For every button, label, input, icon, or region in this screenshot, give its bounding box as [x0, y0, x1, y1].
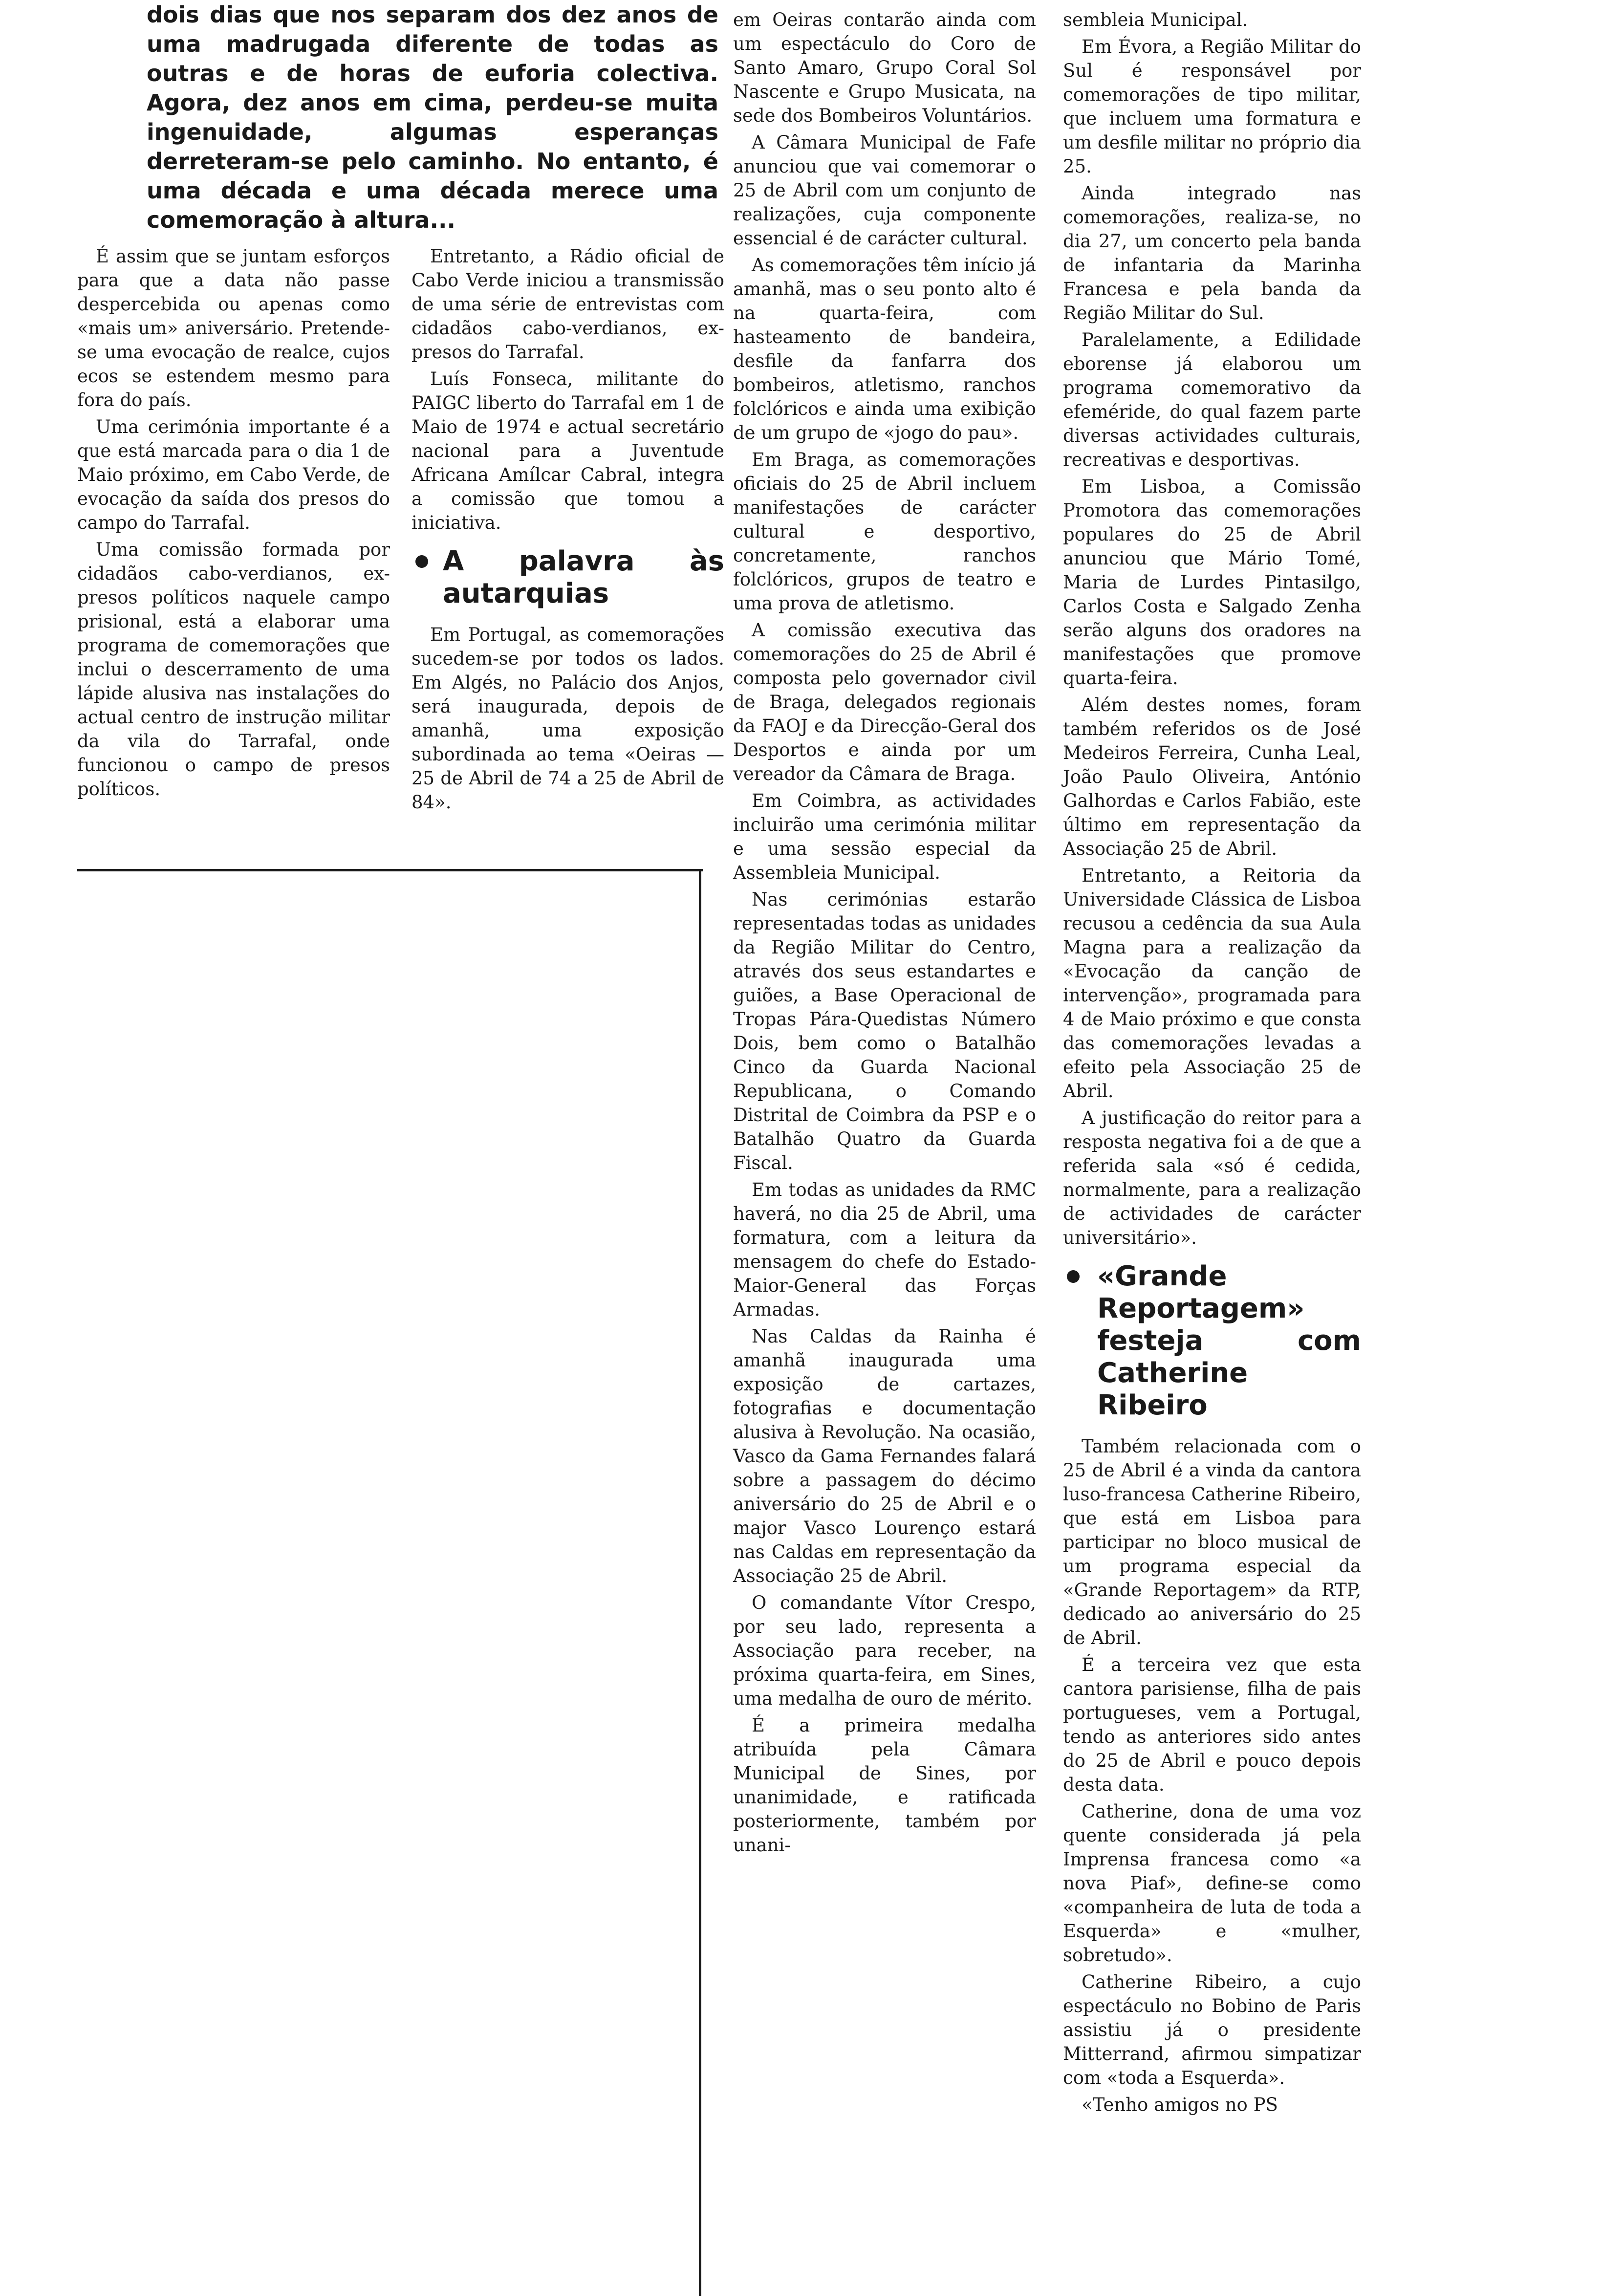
- lead-paragraph: dois dias que nos separam dos dez anos de uma madrugada diferente de todas as outras e de horas de euforia colectiva. Agora, dez anos em cima, perdeu-se muita ingenuidade, algumas esperanças derreteram-se pelo caminho. No entanto, é uma década e uma década merece uma comemoração à altura...: [147, 1, 718, 233]
- paragraph: Ainda integrado nas comemorações, realiza-se, no dia 27, um concerto pela banda de infantaria da Marinha Francesa e pela banda da Região Militar do Sul.: [1063, 183, 1361, 324]
- paragraph: É a terceira vez que esta cantora parisiense, filha de pais portugueses, vem a Portugal, tendo as anteriores sido antes do 25 de Abril e pouco depois desta data.: [1063, 1654, 1361, 1795]
- paragraph: Em todas as unidades da RMC haverá, no dia 25 de Abril, uma formatura, com a leitura da mensagem do chefe do Estado-Maior-General das Forças Armadas.: [733, 1179, 1036, 1320]
- paragraph: Nas Caldas da Rainha é amanhã inaugurada uma exposição de cartazes, fotografias e documentação alusiva à Revolução. Na ocasião, Vasco da Gama Fernandes falará sobre a passagem do décimo aniversário do 25 de Abril e o major Vasco Lourenço estará nas Caldas em representação da Associação 25 de Abril.: [733, 1326, 1036, 1586]
- subheading-text: «Grande Reportagem» festeja com Catherine Ribeiro: [1097, 1260, 1361, 1421]
- subheading-catherine-ribeiro: [1063, 1260, 1361, 1422]
- paragraph: Também relacionada com o 25 de Abril é a vinda da cantora luso-francesa Catherine Ribeiro, que está em Lisboa para participar no bloco musical de um programa especial da «Grande Reportagem» da RTP, dedicado ao aniversário do 25 de Abril.: [1063, 1436, 1361, 1648]
- bullet-icon: [1067, 1270, 1080, 1283]
- paragraph: sembleia Municipal.: [1063, 9, 1248, 30]
- paragraph: Além destes nomes, foram também referidos os de José Medeiros Ferreira, Cunha Leal, João Paulo Oliveira, António Galhordas e Carlos Fabião, este último em representação da Associação 25 de Abril.: [1063, 694, 1361, 859]
- paragraph: A comissão executiva das comemorações do 25 de Abril é composta pelo governador civil de Braga, delegados regionais da FAOJ e da Direcção-Geral dos Desportos e ainda por um vereador da Câmara de Braga.: [733, 620, 1036, 784]
- paragraph: Em Braga, as comemorações oficiais do 25 de Abril incluem manifestações de carácter cultural e desportivo, concretamente, ranchos folclóricos, grupos de teatro e uma prova de atletismo.: [733, 449, 1036, 614]
- paragraph: Entretanto, a Reitoria da Universidade Clássica de Lisboa recusou a cedência da sua Aula Magna para a realização da «Evocação da canção de intervenção», programada para 4 de Maio próximo e que consta das comemorações levadas a efeito pela Associação 25 de Abril.: [1063, 865, 1361, 1102]
- paragraph: Catherine Ribeiro, a cujo espectáculo no Bobino de Paris assistiu já o presidente Mitterrand, afirmou simpatizar com «toda a Esquerda».: [1063, 1971, 1361, 2088]
- paragraph: É assim que se juntam esforços para que a data não passe despercebida ou apenas como «mais um» aniversário. Pretende-se uma evocação de realce, cujos ecos se estendem mesmo para fora do país.: [77, 246, 390, 411]
- subheading-autarquias: [412, 545, 724, 610]
- paragraph: Uma cerimónia importante é a que está marcada para o dia 1 de Maio próximo, em Cabo Verde, de evocação da saída dos presos do campo do Tarrafal.: [77, 416, 390, 533]
- horizontal-rule: [77, 869, 703, 871]
- paragraph: É a primeira medalha atribuída pela Câmara Municipal de Sines, por unanimidade, e ratificada posteriormente, também por unani-: [733, 1715, 1036, 1856]
- paragraph: Em Portugal, as comemorações sucedem-se por todos os lados. Em Algés, no Palácio dos Anjos, será inaugurada, depois de amanhã, uma exposição subordinada ao tema «Oeiras — 25 de Abril de 74 a 25 de Abril de 84».: [412, 624, 724, 813]
- paragraph: Paralelamente, a Edilidade eborense já elaborou um programa comemorativo da efeméride, do qual fazem parte diversas actividades culturais, recreativas e desportivas.: [1063, 329, 1361, 470]
- bullet-icon: [415, 555, 428, 568]
- vertical-rule: [699, 869, 701, 2296]
- paragraph: As comemorações têm início já amanhã, mas o seu ponto alto é na quarta-feira, com hasteamento de bandeira, desfile da fanfarra dos bombeiros, atletismo, ranchos folclóricos e ainda uma exibição de um grupo de «jogo do pau».: [733, 255, 1036, 443]
- column-3: [733, 8, 1036, 1860]
- paragraph: O comandante Vítor Crespo, por seu lado, representa a Associação para receber, na próxima quarta-feira, em Sines, uma medalha de ouro de mérito.: [733, 1592, 1036, 1709]
- paragraph: Em Lisboa, a Comissão Promotora das comemorações populares do 25 de Abril anunciou que Mário Tomé, Maria de Lurdes Pintasilgo, Carlos Costa e Salgado Zenha serão alguns dos oradores na manifestações que promove quarta-feira.: [1063, 476, 1361, 689]
- paragraph: «Tenho amigos no PS: [1082, 2094, 1278, 2115]
- subheading-text: A palavra às autarquias: [443, 545, 724, 609]
- column-4: [1063, 8, 1361, 2120]
- paragraph: Luís Fonseca, militante do PAIGC liberto do Tarrafal em 1 de Maio de 1974 e actual secretário nacional para a Juventude Africana Amílcar Cabral, integra a comissão que tomou a iniciativa.: [412, 368, 724, 533]
- paragraph: Entretanto, a Rádio oficial de Cabo Verde iniciou a transmissão de uma série de entrevistas com cidadãos cabo-verdianos, ex-presos do Tarrafal.: [412, 246, 724, 363]
- paragraph: Uma comissão formada por cidadãos cabo-verdianos, ex-presos políticos naquele campo prisional, está a elaborar uma programa de comemorações que inclui o descerramento de uma lápide alusiva nas instalações do actual centro de instrução militar da vila do Tarrafal, onde funcionou o campo de presos políticos.: [77, 539, 390, 800]
- paragraph: Catherine, dona de uma voz quente considerada já pela Imprensa francesa como «a nova Piaf», define-se como «companheira de luta de toda a Esquerda» e «mulher, sobretudo».: [1063, 1801, 1361, 1966]
- paragraph: Em Coimbra, as actividades incluirão uma cerimónia militar e uma sessão especial da Assembleia Municipal.: [733, 790, 1036, 883]
- column-1: [77, 244, 390, 804]
- paragraph: Nas cerimónias estarão representadas todas as unidades da Região Militar do Centro, através dos seus estandartes e guiões, a Base Operacional de Tropas Pára-Quedistas Número Dois, bem como o Batalhão Cinco da Guarda Nacional Republicana, o Comando Distrital de Coimbra da PSP e o Batalhão Quatro da Guarda Fiscal.: [733, 889, 1036, 1173]
- paragraph: em Oeiras contarão ainda com um espectáculo do Coro de Santo Amaro, Grupo Coral Sol Nascente e Grupo Musicata, na sede dos Bombeiros Voluntários.: [733, 9, 1036, 126]
- paragraph: A Câmara Municipal de Fafe anunciou que vai comemorar o 25 de Abril com um conjunto de realizações, cuja componente essencial é de carácter cultural.: [733, 132, 1036, 249]
- column-2: [412, 244, 724, 817]
- paragraph: Em Évora, a Região Militar do Sul é responsável por comemorações de tipo militar, que incluem uma formatura e um desfile militar no próprio dia 25.: [1063, 36, 1361, 177]
- paragraph: A justificação do reitor para a resposta negativa foi a de que a referida sala «só é cedida, normalmente, para a realização de actividades de carácter universitário».: [1063, 1107, 1361, 1248]
